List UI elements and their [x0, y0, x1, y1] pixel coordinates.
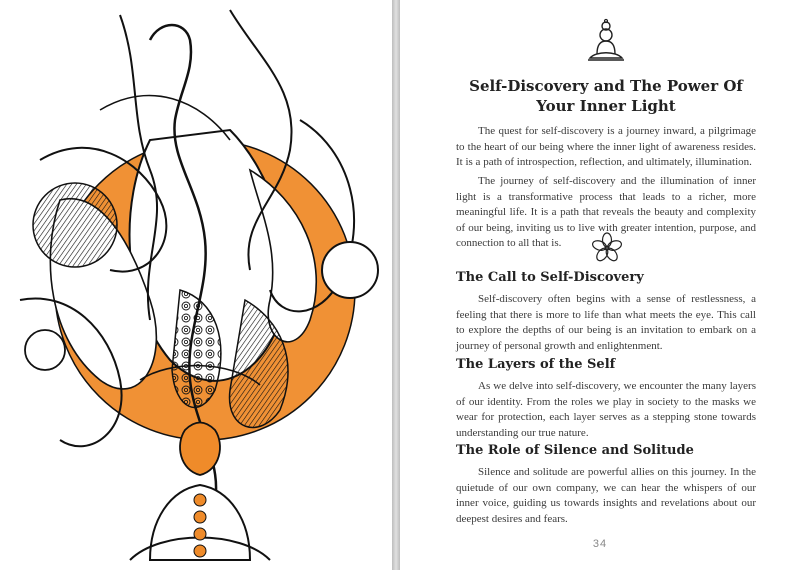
page-title-line-2: Your Inner Light: [536, 97, 676, 115]
page-title-line-1: Self-Discovery and The Power Of: [469, 77, 743, 95]
section-heading-silence: The Role of Silence and Solitude: [456, 443, 694, 458]
right-page: [400, 0, 800, 570]
section-heading-layers: The Layers of the Self: [456, 357, 616, 372]
illustration-artwork: [0, 0, 392, 570]
book-gutter: [392, 0, 400, 570]
page-number: 34: [592, 538, 608, 550]
section-heading-call: The Call to Self-Discovery: [456, 270, 644, 285]
section-text-layers: As we delve into self-discovery, we encounter the many layers of our identity. From the roles we play in society to the masks we wear for protection, each layer serves as a stepping stone towards understanding our true nature.: [456, 380, 756, 439]
intro-paragraph-2: The journey of self-discovery and the illumination of inner light is a transformative process that leads to a richer, more meaningful life. It is a path that reveals the beauty and complexity of our being, inviting us to live with greater intention, purpose, and connection to all that is.: [456, 175, 756, 249]
intro-paragraph-1: The quest for self-discovery is a journey inward, a pilgrimage to the heart of our being where the inner light of awareness resides. It is a path of introspection, reflection, and ultimately, illumination.: [456, 125, 756, 168]
left-page: [0, 0, 392, 570]
meditating-buddha-icon: [586, 18, 626, 67]
section-text-silence: Silence and solitude are powerful allies on this journey. In the quietude of our own company, we can hear the whispers of our inner voice, guiding us towards insights and revelations about our deepest desires and fears.: [456, 466, 756, 525]
section-text-call: Self-discovery often begins with a sense of restlessness, a feeling that there is more to life than what meets the eye. This call to explore the depths of our being is an invitation to embark on a journey of personal growth and enlightenment.: [456, 293, 756, 352]
plumeria-flower-icon: [591, 232, 623, 269]
